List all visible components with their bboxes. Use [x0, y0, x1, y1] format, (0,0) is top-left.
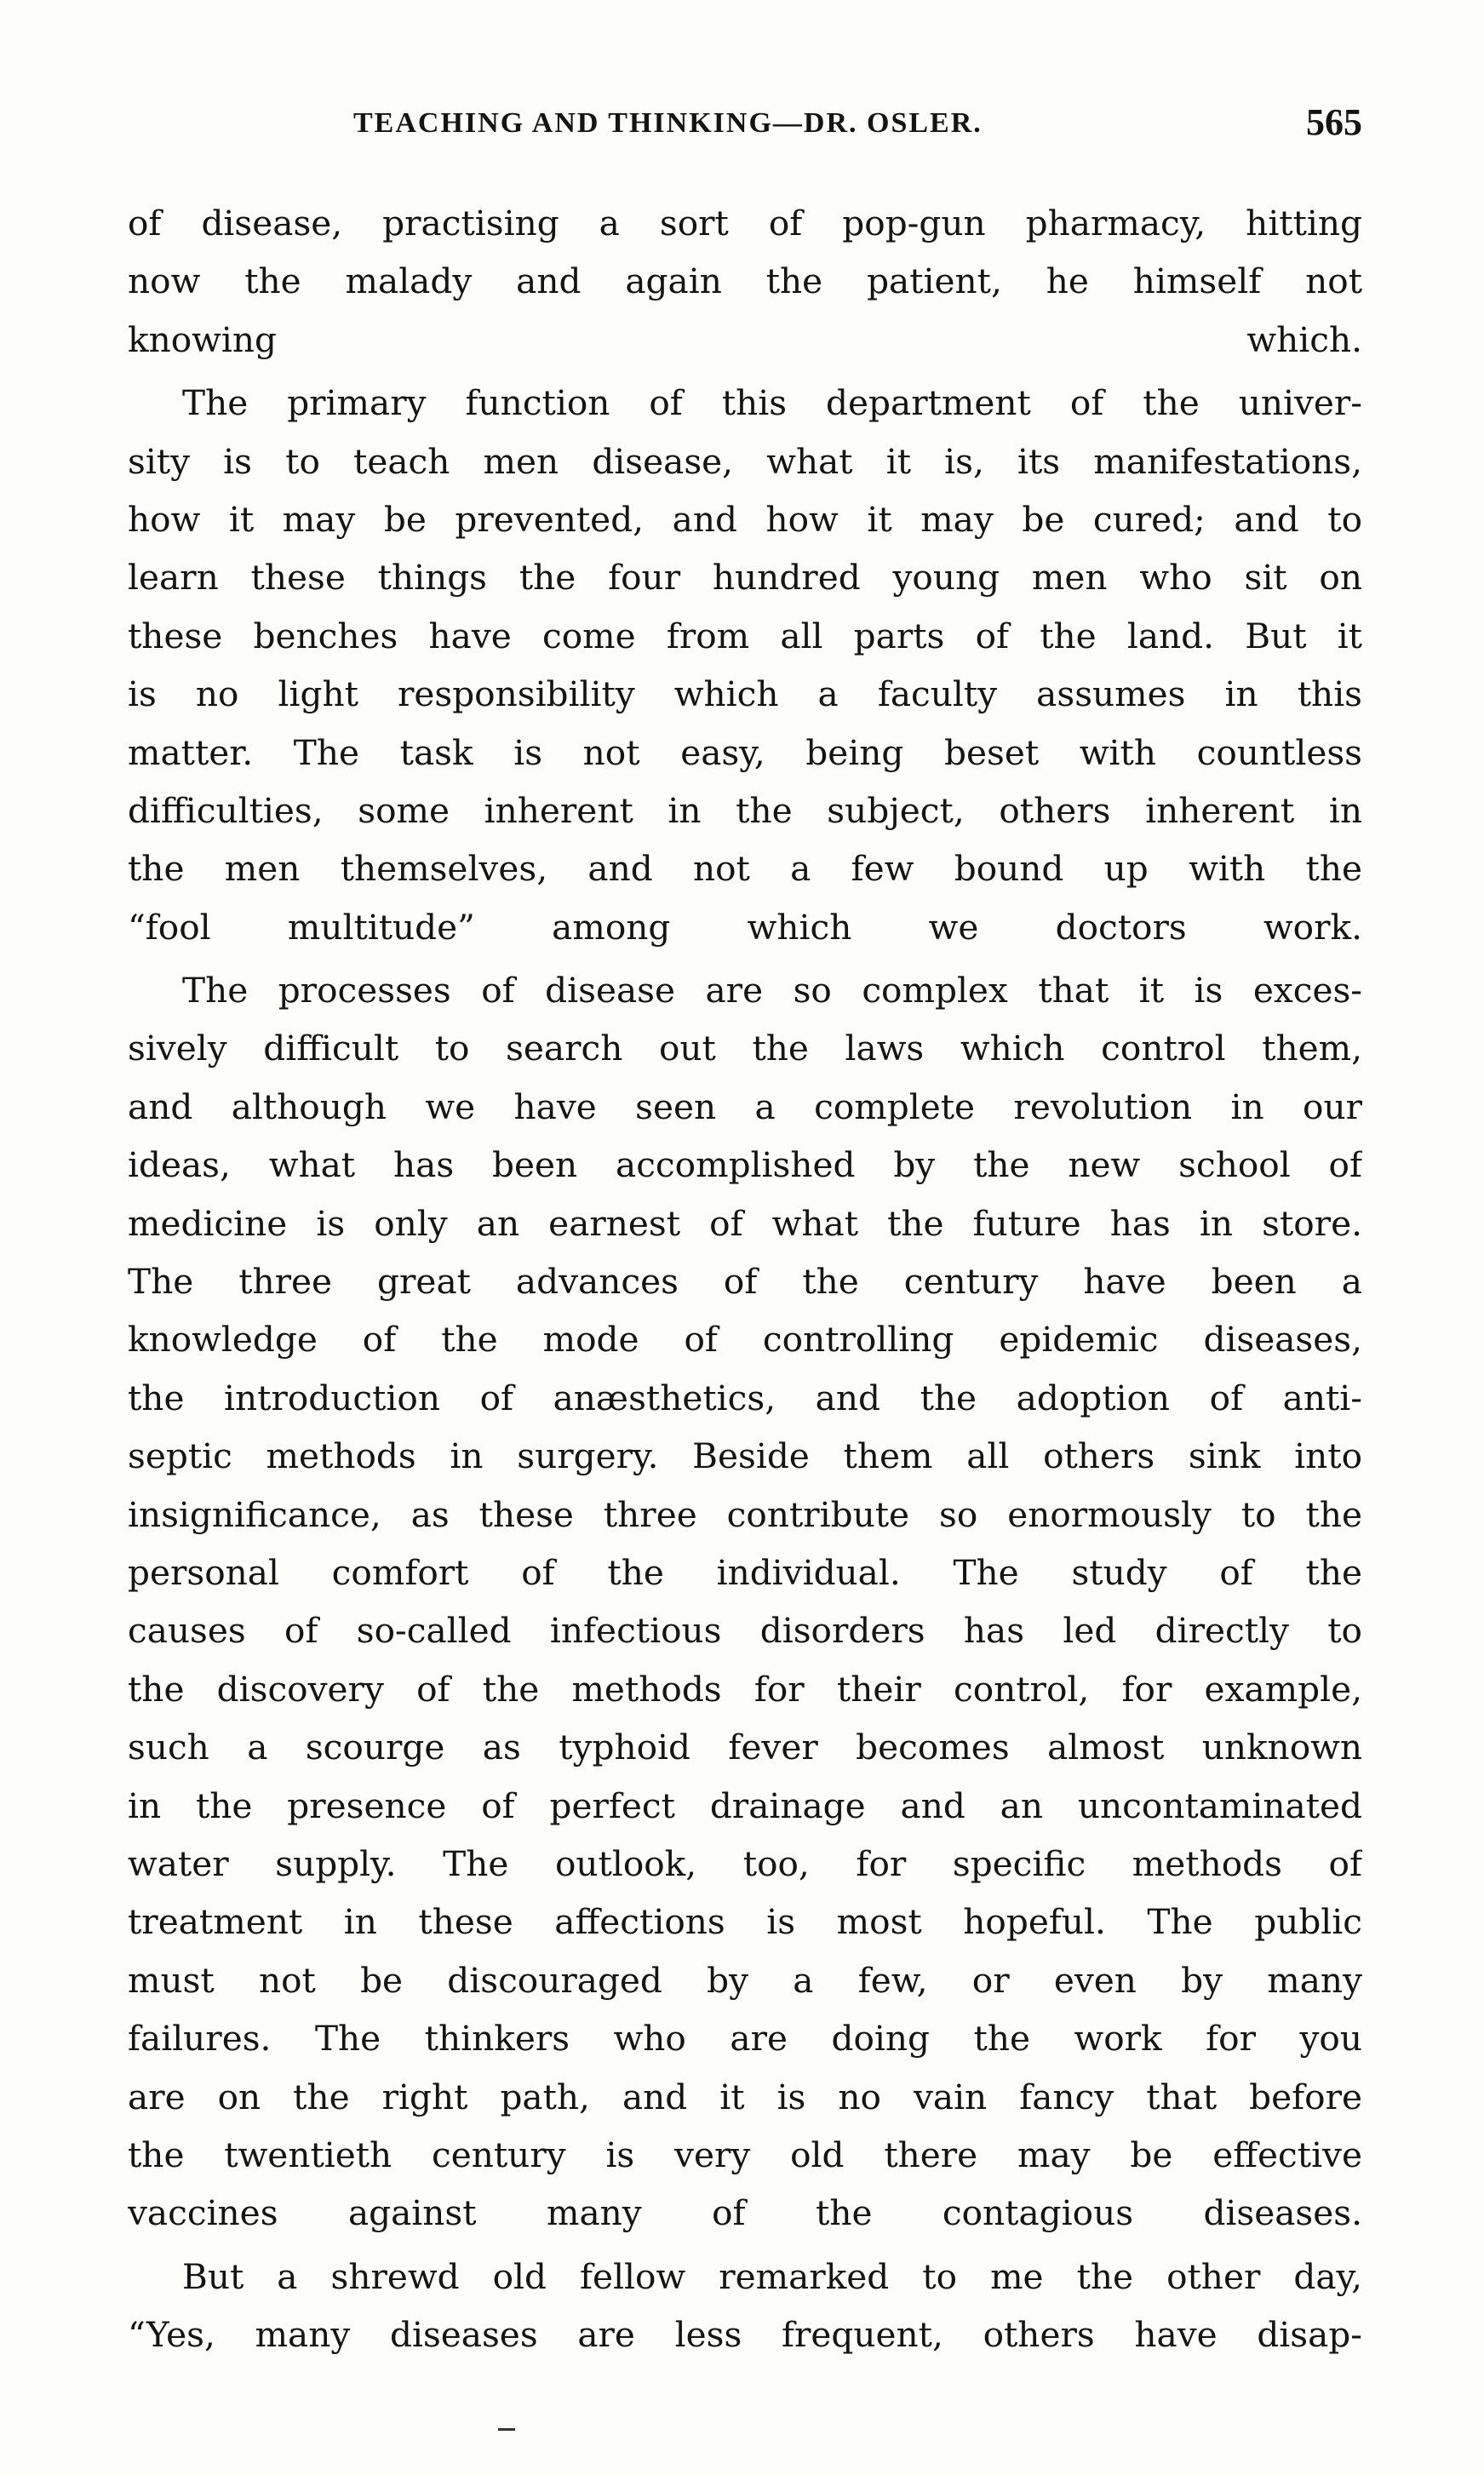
running-head — [128, 100, 1362, 152]
running-title: TEACHING AND THINKING—DR. OSLER. — [353, 107, 983, 139]
paragraph-3 — [128, 961, 1362, 2243]
text-line: The primary function of this department of the univer- — [182, 382, 1362, 424]
text-line: “fool multitude” among which we doctors work. — [128, 906, 1362, 948]
text-line: ideas, what has been accomplished by the new school of — [128, 1144, 1362, 1186]
paragraph-4 — [128, 2248, 1362, 2364]
text-line: causes of so-called infectious disorders has led directly to — [128, 1610, 1362, 1652]
text-line: personal comfort of the individual. The study of the — [128, 1551, 1362, 1593]
text-line: how it may be prevented, and how it may be cured; and to — [128, 498, 1362, 540]
text-line: treatment in these affections is most hopeful. The public — [128, 1901, 1362, 1943]
text-line: difficulties, some inherent in the subject, others inherent in — [128, 789, 1362, 831]
text-line: and although we have seen a complete revolution in our — [128, 1086, 1362, 1127]
text-line: water supply. The outlook, too, for specific methods of — [128, 1842, 1362, 1884]
text-line: such a scourge as typhoid fever becomes almost unknown — [128, 1727, 1362, 1768]
text-line: learn these things the four hundred young men who sit on — [128, 557, 1362, 599]
text-line: failures. The thinkers who are doing the work for you — [128, 2018, 1362, 2060]
body-text — [128, 194, 1362, 2369]
footer-dash-mark — [498, 2428, 515, 2431]
text-line: sity is to teach men disease, what it is, its manifestations, — [128, 440, 1362, 482]
text-line: must not be discouraged by a few, or even by many — [128, 1959, 1362, 2001]
text-line: is no light responsibility which a faculty assumes in this — [128, 673, 1362, 715]
text-line: knowledge of the mode of controlling epidemic diseases, — [128, 1319, 1362, 1361]
text-line: The three great advances of the century have been a — [128, 1261, 1362, 1303]
text-line: vaccines against many of the contagious diseases. — [128, 2192, 1362, 2234]
paragraph-2 — [128, 374, 1362, 956]
text-line: The processes of disease are so complex that it is exces- — [182, 970, 1362, 1011]
text-line: are on the right path, and it is no vain fancy that before — [128, 2076, 1362, 2117]
text-line: septic methods in surgery. Beside them all others sink into — [128, 1435, 1362, 1477]
text-line: matter. The task is not easy, being beset with countless — [128, 731, 1362, 773]
text-line: medicine is only an earnest of what the future has in store. — [128, 1202, 1362, 1244]
page-number: 565 — [1306, 101, 1362, 143]
text-line: these benches have come from all parts of the land. But it — [128, 615, 1362, 656]
text-line: But a shrewd old fellow remarked to me the other day, — [182, 2255, 1362, 2297]
text-line: the men themselves, and not a few bound up with the — [128, 848, 1362, 890]
text-line: sively difficult to search out the laws which control them, — [128, 1028, 1362, 1069]
text-line: the introduction of anæsthetics, and the adoption of anti- — [128, 1377, 1362, 1418]
text-line: knowing which. — [128, 318, 1362, 360]
text-line: the twentieth century is very old there may be effective — [128, 2134, 1362, 2175]
text-line: insignificance, as these three contribute so enormously to the — [128, 1493, 1362, 1535]
text-line: the discovery of the methods for their control, for example, — [128, 1668, 1362, 1710]
paragraph-1 — [128, 194, 1362, 369]
text-line: in the presence of perfect drainage and an uncontaminated — [128, 1785, 1362, 1826]
text-line: “Yes, many diseases are less frequent, others have disap- — [128, 2314, 1362, 2356]
text-line: of disease, practising a sort of pop-gun pharmacy, hitting — [128, 203, 1362, 243]
text-line: now the malady and again the patient, he himself not — [128, 261, 1362, 302]
